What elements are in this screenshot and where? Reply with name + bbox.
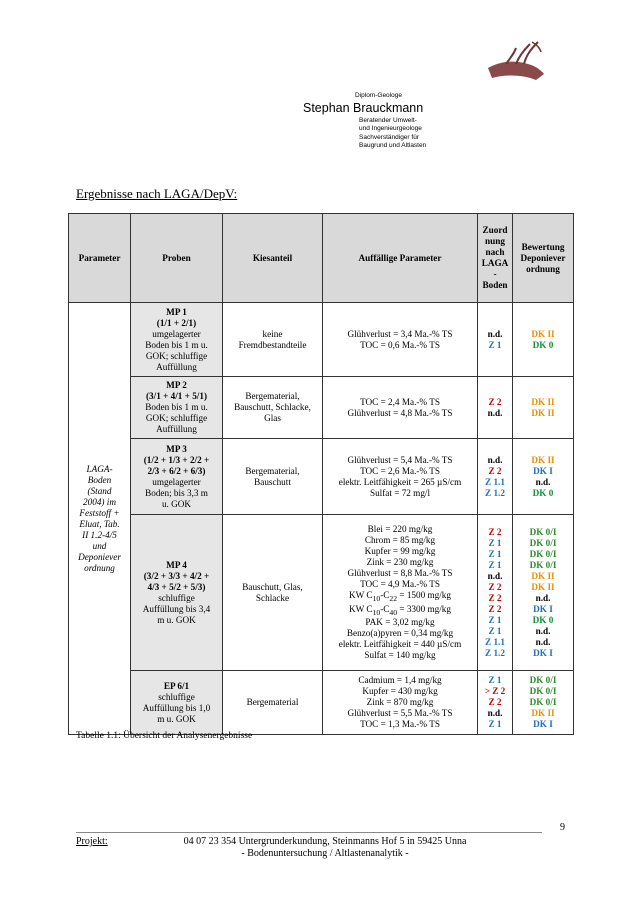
table-row xyxy=(69,671,574,735)
zuordnung-cell xyxy=(478,303,513,377)
parameter-value: Benzo(a)pyren = 0,34 mg/kg xyxy=(346,628,454,639)
parameter-value: Sulfat = 72 mg/l xyxy=(369,487,431,498)
bewertung-value: n.d. xyxy=(535,476,551,487)
zuordnung-cell xyxy=(478,515,513,671)
parameter-value: KW $C_{10}-C_{22} = 1500$ mg/kg xyxy=(348,589,451,603)
zuordnung-value: n.d. xyxy=(487,570,503,581)
zuordnung-value: Z 1 xyxy=(488,625,502,636)
parameter-value: Zink = 230 mg/kg xyxy=(366,556,434,567)
parameter-value: Glühverlust = 5,5 Ma.-% TS xyxy=(347,708,453,718)
results-table-body xyxy=(69,303,574,735)
bewertung-cell xyxy=(513,377,574,439)
bewertung-value: DK 0 xyxy=(532,339,554,350)
zuordnung-value: Z 2 xyxy=(488,697,502,707)
bewertung-cell xyxy=(513,303,574,377)
footer-text xyxy=(170,836,480,860)
bewertung-value: DK II xyxy=(531,396,555,407)
zuordnung-value: Z 1.2 xyxy=(485,487,505,498)
parameter-value: Glühverlust = 3,4 Ma.-% TS xyxy=(347,328,453,339)
header-parameter: Parameter xyxy=(69,214,131,303)
parameters-cell xyxy=(323,377,478,439)
bewertung-value: DK I xyxy=(533,603,553,614)
bewertung-value: DK II xyxy=(531,454,555,465)
kiesanteil-cell: Bauschutt, Glas, Schlacke xyxy=(223,515,323,671)
bewertung-value: DK 0/I xyxy=(529,526,557,537)
bewertung-cell xyxy=(513,515,574,671)
sample-name: MP 2 xyxy=(166,380,187,390)
zuordnung-value: Z 1.2 xyxy=(485,647,505,658)
kiesanteil-cell: keine Fremdbestandteile xyxy=(223,303,323,377)
letterhead-subtitle xyxy=(359,117,426,150)
header-zuordnung: Zuord nung nach LAGA - Boden xyxy=(478,214,513,303)
sample-name: EP 6/1 xyxy=(163,680,190,691)
footer-label: Projekt: xyxy=(76,836,108,847)
bewertung-value: n.d. xyxy=(535,592,551,603)
zuordnung-value: Z 1 xyxy=(488,339,502,350)
header-proben: Proben xyxy=(131,214,223,303)
zuordnung-cell xyxy=(478,439,513,515)
parameter-value: Blei = 220 mg/kg xyxy=(367,523,433,534)
bewertung-value: DK I xyxy=(533,719,553,729)
parameter-value: Kupfer = 99 mg/kg xyxy=(364,545,436,556)
zuordnung-value: Z 1 xyxy=(488,614,502,625)
zuordnung-value: Z 2 xyxy=(488,526,502,537)
parameters-cell xyxy=(323,671,478,735)
sample-name: MP 4 xyxy=(166,559,187,570)
zuordnung-value: Z 2 xyxy=(488,592,502,603)
sample-description: schluffige Auffüllung bis 1,0 m u. GOK xyxy=(142,691,211,724)
table-row xyxy=(69,515,574,671)
parameter-value: PAK = 3,02 mg/kg xyxy=(365,617,435,628)
zuordnung-value: n.d. xyxy=(487,328,503,339)
zuordnung-value: Z 1 xyxy=(488,675,502,685)
company-logo xyxy=(486,38,546,82)
zuordnung-value: Z 2 xyxy=(488,465,502,476)
sample-description: schluffige Auffüllung bis 3,4 m u. GOK xyxy=(142,592,211,625)
kiesanteil-cell: Bergematerial, Bauschutt xyxy=(223,439,323,515)
bewertung-value: DK I xyxy=(533,465,553,476)
parameter-value: Glühverlust = 4,8 Ma.-% TS xyxy=(347,407,453,418)
zuordnung-value: n.d. xyxy=(487,708,503,718)
letterhead-sub-line: Baugrund und Altlasten xyxy=(359,141,427,149)
parameter-value: Glühverlust = 8,8 Ma.-% TS xyxy=(347,567,453,578)
bewertung-value: DK I xyxy=(533,647,553,658)
zuordnung-value: > Z 2 xyxy=(484,686,506,696)
section-title: Ergebnisse nach LAGA/DepV: xyxy=(76,186,238,201)
parameters-cell xyxy=(323,515,478,671)
page-number: 9 xyxy=(560,822,565,833)
kiesanteil-cell: Bergematerial, Bauschutt, Schlacke, Glas xyxy=(223,377,323,439)
footer-line-2: - Bodenuntersuchung / Altlastenanalytik - xyxy=(241,848,409,859)
sample-cell xyxy=(131,303,223,377)
table-row xyxy=(69,303,574,377)
parameter-value: TOC = 2,6 Ma.-% TS xyxy=(360,465,440,476)
letterhead-sub-line: Sachverständiger für xyxy=(359,133,419,141)
bewertung-value: DK 0 xyxy=(532,487,554,498)
bewertung-value: DK 0/I xyxy=(529,537,557,548)
bewertung-value: DK II xyxy=(531,708,555,718)
parameter-value: Chrom = 85 mg/kg xyxy=(364,534,436,545)
bewertung-value: n.d. xyxy=(535,636,551,647)
parameter-value: TOC = 1,3 Ma.-% TS xyxy=(360,719,440,729)
parameter-value: TOC = 0,6 Ma.-% TS xyxy=(360,339,440,350)
bewertung-value: DK 0/I xyxy=(529,686,557,696)
footer-divider xyxy=(76,832,542,833)
parameter-value: Glühverlust = 5,4 Ma.-% TS xyxy=(347,454,453,465)
bewertung-value: DK 0/I xyxy=(529,675,557,685)
parameter-value: TOC = 4,9 Ma.-% TS xyxy=(360,578,440,589)
zuordnung-value: Z 1 xyxy=(488,548,502,559)
bewertung-value: DK 0/I xyxy=(529,548,557,559)
parameters-cell xyxy=(323,439,478,515)
zuordnung-value: Z 1 xyxy=(488,559,502,570)
sample-mix: (3/1 + 4/1 + 5/1) xyxy=(146,391,207,401)
kiesanteil-cell: Bergematerial xyxy=(223,671,323,735)
sample-cell xyxy=(131,439,223,515)
sample-description: umgelagerter Boden bis 1 m u. GOK; schluffige Auffüllung xyxy=(145,328,208,372)
zuordnung-value: n.d. xyxy=(487,454,503,465)
parameter-group-cell: LAGA- Boden (Stand 2004) im Feststoff + Eluat, Tab. II 1.2-4/5 und Deponiever ordnung xyxy=(69,303,131,735)
results-table xyxy=(68,213,574,735)
sample-mix: (1/1 + 2/1) xyxy=(156,317,197,328)
letterhead-title: Diplom-Geologe xyxy=(355,92,402,99)
parameter-value: Zink = 870 mg/kg xyxy=(366,697,434,707)
table-row xyxy=(69,439,574,515)
bewertung-cell xyxy=(513,671,574,735)
parameter-value: elektr. Leitfähigkeit = 440 µS/cm xyxy=(338,639,462,650)
sample-description: Boden bis 1 m u. GOK; schluffige Auffüllung xyxy=(145,402,208,434)
letterhead-name: Stephan Brauckmann xyxy=(303,101,424,115)
header-bewertung: Bewertung Deponiever ordnung xyxy=(513,214,574,303)
sample-mix: (3/2 + 3/3 + 4/2 + 4/3 + 5/2 + 5/3) xyxy=(143,570,210,592)
parameter-value: Cadmium = 1,4 mg/kg xyxy=(358,675,442,685)
sample-name: MP 1 xyxy=(166,306,187,317)
parameters-cell xyxy=(323,303,478,377)
zuordnung-value: Z 1 xyxy=(488,719,502,729)
bewertung-value: n.d. xyxy=(535,625,551,636)
sample-cell xyxy=(131,515,223,671)
bewertung-value: DK II xyxy=(531,328,555,339)
letterhead-sub-line: und Ingenieurgeologe xyxy=(359,125,422,133)
bewertung-value: DK 0/I xyxy=(529,697,557,707)
bewertung-value: DK 0 xyxy=(532,614,554,625)
parameter-value: TOC = 2,4 Ma.-% TS xyxy=(360,396,440,407)
table-row xyxy=(69,377,574,439)
zuordnung-value: Z 1 xyxy=(488,537,502,548)
bewertung-cell xyxy=(513,439,574,515)
zuordnung-cell xyxy=(478,377,513,439)
table-caption: Tabelle 1.1: Übersicht der Analysenergebnisse xyxy=(76,731,253,741)
bewertung-value: DK 0/I xyxy=(529,559,557,570)
zuordnung-value: Z 1.1 xyxy=(485,476,505,487)
footer-line-1: 04 07 23 354 Untergrunderkundung, Steinmanns Hof 5 in 59425 Unna xyxy=(183,836,467,847)
sample-mix: (1/2 + 1/3 + 2/2 + 2/3 + 6/2 + 6/3) xyxy=(143,454,210,476)
zuordnung-value: Z 2 xyxy=(488,603,502,614)
zuordnung-value: n.d. xyxy=(487,407,503,418)
sample-description: umgelagerter Boden; bis 3,3 m u. GOK xyxy=(145,476,208,509)
header-auffaellige-parameter: Auffällige Parameter xyxy=(323,214,478,303)
zuordnung-value: Z 2 xyxy=(488,396,502,407)
sample-cell xyxy=(131,671,223,735)
sample-name: MP 3 xyxy=(166,443,187,454)
zuordnung-cell xyxy=(478,671,513,735)
zuordnung-value: Z 1.1 xyxy=(485,636,505,647)
zuordnung-value: Z 2 xyxy=(488,581,502,592)
parameter-value: elektr. Leitfähigkeit = 265 µS/cm xyxy=(338,476,462,487)
bewertung-value: DK II xyxy=(531,570,555,581)
parameter-value: Kupfer = 430 mg/kg xyxy=(362,686,438,696)
bewertung-value: DK II xyxy=(531,407,555,418)
parameter-value: KW $C_{10}-C_{40} = 3300$ mg/kg xyxy=(348,603,451,617)
sample-cell xyxy=(131,377,223,439)
bewertung-value: DK II xyxy=(531,581,555,592)
parameter-value: Sulfat = 140 mg/kg xyxy=(364,650,436,661)
letterhead-sub-line: Beratender Umwelt- xyxy=(359,117,417,124)
header-kiesanteil: Kiesanteil xyxy=(223,214,323,303)
